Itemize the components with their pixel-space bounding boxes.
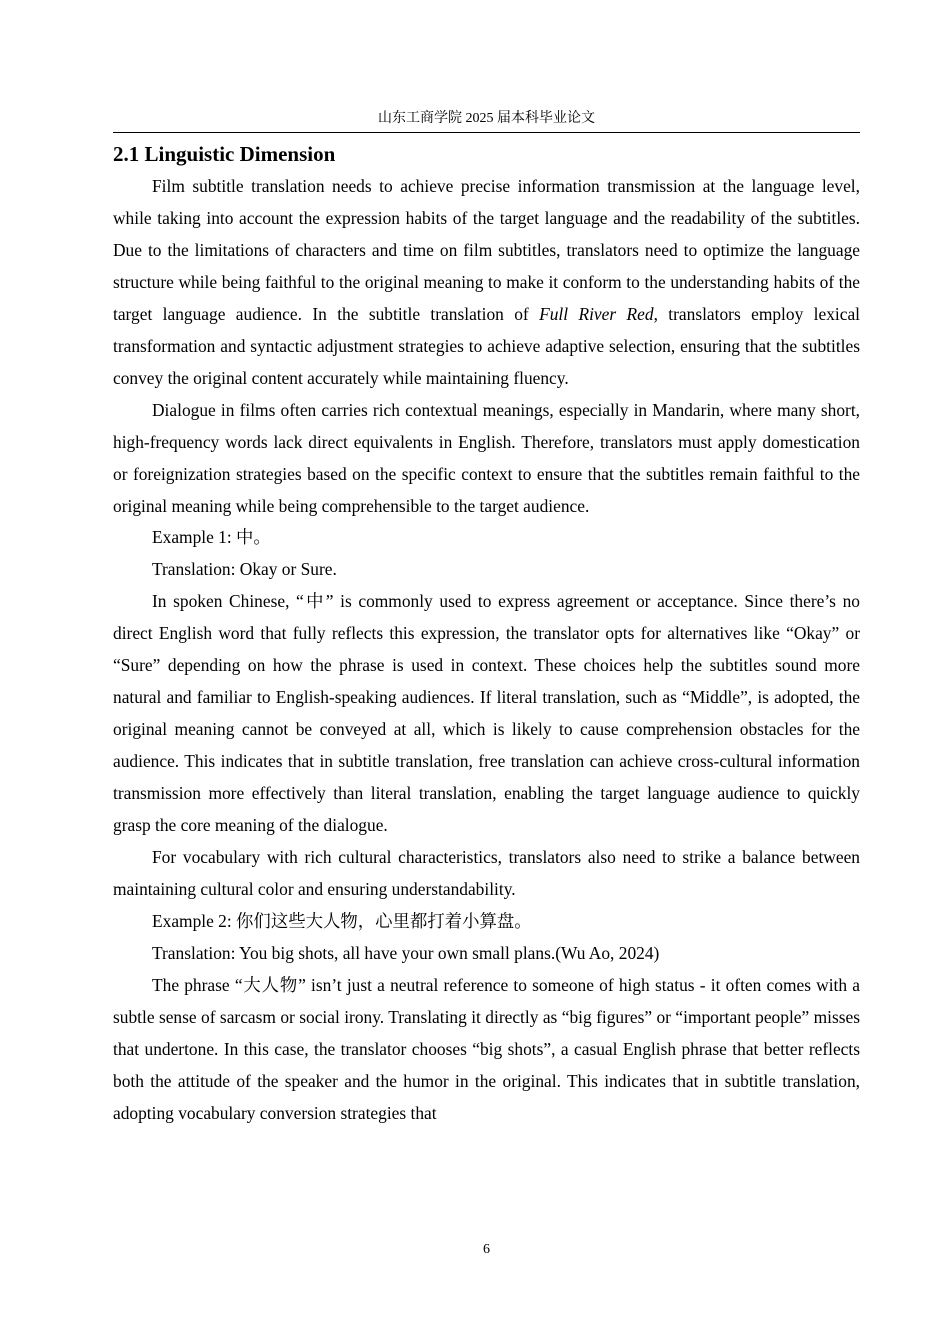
paragraph-1-text-b: , translators employ lexical transformation and syntactic adjustment strategies to achieve adaptive selection, ensuring that the subtitles convey the original content accurately while maintaining fluency. — [113, 303, 861, 388]
paragraph-5: The phrase “大人物” isn’t just a neutral reference to someone of high status - it often comes with a subtle sense of sarcasm or social irony. Translating it directly as “big figures” or “important people” misses that undertone. In this case, the translator chooses “big shots”, a casual English phrase that better reflects both the attitude of the speaker and the humor in the original. This indicates that in subtitle translation, adopting vocabulary conversion strategies that — [113, 974, 860, 1123]
page-number: 6 — [483, 1242, 490, 1257]
paragraph-1 — [113, 171, 860, 395]
paragraph-4: For vocabulary with rich cultural characteristics, translators also need to strike a balance between maintaining cultural color and ensuring understandability. — [113, 847, 860, 899]
section-title: 2.1 Linguistic Dimension — [113, 142, 336, 166]
running-header: 山东工商学院 2025 届本科毕业论文 — [378, 111, 595, 126]
translation-2: Translation: You big shots, all have your own small plans.(Wu Ao, 2024) — [152, 942, 660, 963]
translation-1: Translation: Okay or Sure. — [152, 559, 337, 580]
film-title: Full River Red — [539, 303, 654, 324]
paragraph-1-text-a: Film subtitle translation needs to achieve precise information transmission at the language level, while taking into account the expression habits of the target language and the readability of the subtitles. Due to the limitations of characters and time on film subtitles, translators need to optimize the language structure while being faithful to the original meaning to make it conform to the understanding habits of the target language audience. In the subtitle translation of — [113, 176, 860, 324]
body-text — [113, 171, 860, 1130]
header-rule — [113, 132, 860, 133]
example-2: Example 2: 你们这些大人物，心里都打着小算盘。 — [152, 910, 532, 931]
example-1: Example 1: 中。 — [152, 527, 271, 548]
paragraph-3: In spoken Chinese, “中” is commonly used to express agreement or acceptance. Since there’s no direct English word that fully reflects this expression, the translator opts for alternatives like “Okay” or “Sure” depending on how the phrase is used in context. These choices help the subtitles sound more natural and familiar to English-speaking audiences. If literal translation, such as “Middle”, is adopted, the original meaning cannot be conveyed at all, which is likely to cause comprehension obstacles for the audience. This indicates that in subtitle translation, free translation can achieve cross-cultural information transmission more effectively than literal translation, enabling the target language audience to quickly grasp the core meaning of the dialogue. — [113, 591, 860, 836]
paragraph-2: Dialogue in films often carries rich contextual meanings, especially in Mandarin, where many short, high-frequency words lack direct equivalents in English. Therefore, translators must apply domestication or foreignization strategies based on the specific context to ensure that the subtitles remain faithful to the original meaning while being comprehensible to the target audience. — [113, 399, 860, 516]
